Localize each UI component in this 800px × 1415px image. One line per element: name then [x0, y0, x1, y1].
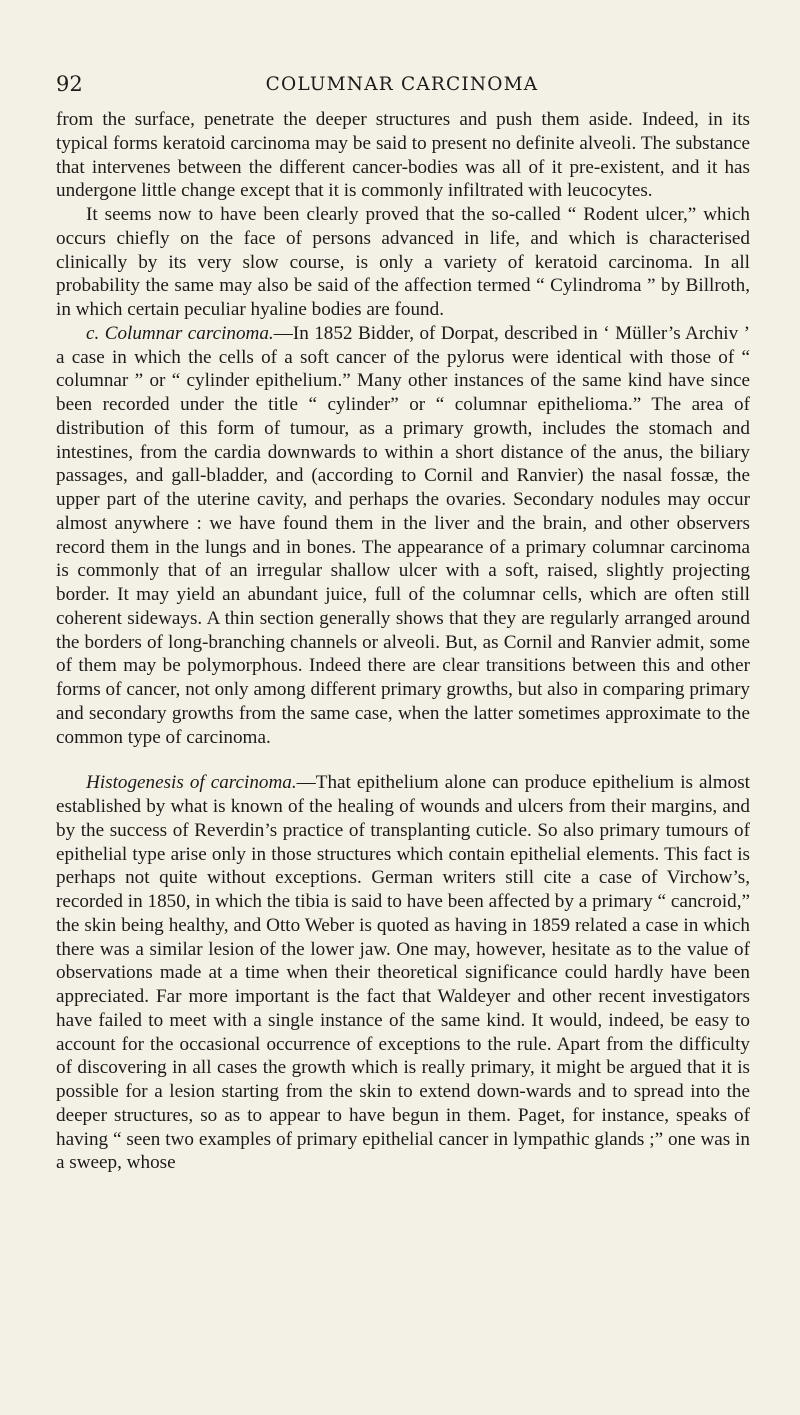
body-text — [56, 108, 750, 1175]
paragraph-text: —In 1852 Bidder, of Dorpat, described in ‘ Müller’s Archiv ’ a case in which the cells of a soft cancer of the pylorus were identical with those of “ columnar ” or “ cylinder epithelium.” Many other instances of the same kind have since been recorded under the title “ cylinder” or “ columnar epithelioma.” The area of distribution of this form of tumour, as a primary growth, includes the stomach and intestines, from the cardia downwards to within a short distance of the anus, the biliary passages, and gall-bladder, and (according to Cornil and Ranvier) the nasal fossæ, the upper part of the uterine cavity, and perhaps the ovaries. Secondary nodules may occur almost anywhere : we have found them in the liver and the brain, and other observers record them in the lungs and in bones. The appearance of a primary columnar carcinoma is commonly that of an irregular shallow ulcer with a soft, raised, slightly projecting border. It may yield an abundant juice, full of the columnar cells, which are often still coherent sideways. A thin section generally shows that they are regularly arranged around the borders of long-branching channels or alveoli. But, as Cornil and Ranvier admit, some of them may be polymorphous. Indeed there are clear transitions between this and other forms of cancer, not only among different primary growths, but also in comparing primary and secondary growths from the same case, when the latter sometimes approximate to the common type of carcinoma. — [56, 322, 750, 748]
paragraph — [56, 771, 750, 1175]
paragraph — [56, 203, 750, 322]
page-header — [56, 72, 748, 96]
paragraph-text: —That epithelium alone can produce epithelium is almost established by what is known of the healing of wounds and ulcers from their margins, and by the success of Reverdin’s practice of transplanting cuticle. So also primary tumours of epithelial type arise only in those structures which contain epithelial elements. This fact is perhaps not quite without exceptions. German writers still cite a case of Virchow’s, recorded in 1850, in which the tibia is said to have been affected by a primary “ cancroid,” the skin being healthy, and Otto Weber is quoted as having in 1859 related a case in which there was a similar lesion of the lower jaw. One may, however, hesitate as to the value of observations made at a time when their theoretical significance could hardly have been appreciated. Far more important is the fact that Waldeyer and other recent investigators have failed to meet with a single instance of the same kind. It would, indeed, be easy to account for the occasional occurrence of exceptions to the rule. Apart from the difficulty of discovering in all cases the growth which is really primary, it might be argued that it is possible for a lesion starting from the skin to extend down-wards and to spread into the deeper structures, so as to appear to have begun in them. Paget, for instance, speaks of having “ seen two examples of primary epithelial cancer in lympathic glands ;” one was in a sweep, whose — [56, 772, 750, 1174]
section-heading: Histogenesis of carcinoma. — [86, 772, 297, 794]
paragraph — [56, 108, 750, 203]
paragraph-text: It seems now to have been clearly proved that the so-called “ Rodent ulcer,” which occurs chiefly on the face of persons advanced in life, and which is characterised clinically by its very slow course, is only a variety of keratoid carcinoma. In all probability the same may also be said of the affection termed “ Cylindroma ” by Billroth, in which certain peculiar hyaline bodies are found. — [56, 204, 750, 320]
paragraph-text: from the surface, penetrate the deeper structures and push them aside. Indeed, in its typical forms keratoid carcinoma may be said to present no definite alveoli. The substance that intervenes between the different cancer-bodies was all of it pre-existent, and it has undergone little change except that it is commonly infiltrated with leucocytes. — [56, 109, 750, 202]
paragraph — [56, 322, 750, 750]
running-title: COLUMNAR CARCINOMA — [265, 74, 539, 95]
page-number: 92 — [56, 72, 83, 96]
section-heading: c. Columnar carcinoma. — [86, 322, 274, 344]
